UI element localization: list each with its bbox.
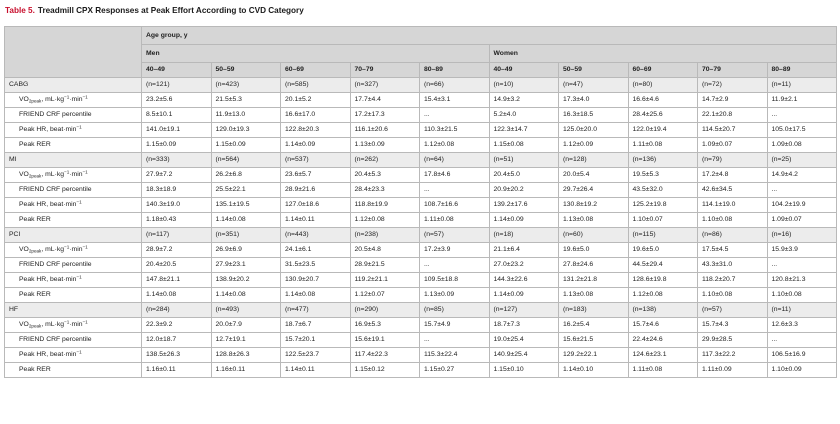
value-cell: 1.14±0.09 [281, 138, 351, 153]
value-cell: 140.9±25.4 [489, 348, 559, 363]
value-cell: 42.6±34.5 [698, 183, 768, 198]
value-cell: 130.8±19.2 [559, 198, 629, 213]
crf-label: FRIEND CRF percentile [5, 183, 142, 198]
sample-size-cell: (n=79) [698, 153, 768, 168]
sample-size-cell: (n=564) [211, 153, 281, 168]
group-name: HF [5, 303, 142, 318]
value-cell: 1.12±0.08 [628, 288, 698, 303]
crf-row [5, 333, 837, 348]
rer-row [5, 288, 837, 303]
hr-label-main: Peak HR, beat·min [19, 276, 77, 283]
value-cell: 28.9±21.5 [350, 258, 420, 273]
vo2-row [5, 318, 837, 333]
value-cell: 5.2±4.0 [489, 108, 559, 123]
value-cell: 1.16±0.11 [211, 363, 281, 378]
hr-label-exponent: −1 [76, 274, 82, 280]
vo2-label-subscript: 2peak [28, 248, 42, 254]
table-title: Treadmill CPX Responses at Peak Effort According to CVD Category [37, 6, 304, 15]
value-cell: 114.5±20.7 [698, 123, 768, 138]
hr-label-exponent: −1 [76, 349, 82, 355]
value-cell: 18.3±18.9 [142, 183, 212, 198]
vo2-label-exponent: −1 [82, 94, 88, 100]
sample-size-cell: (n=443) [281, 228, 351, 243]
sample-size-cell: (n=333) [142, 153, 212, 168]
rer-label: Peak RER [5, 288, 142, 303]
value-cell: 138.9±20.2 [211, 273, 281, 288]
value-cell: ... [420, 258, 490, 273]
group-row-pci [5, 228, 837, 243]
value-cell: 16.9±5.3 [350, 318, 420, 333]
value-cell: 19.6±5.0 [628, 243, 698, 258]
value-cell: 1.09±0.08 [767, 138, 837, 153]
vo2-label-exponent: −1 [82, 169, 88, 175]
vo2-label [5, 168, 142, 183]
value-cell: 1.15±0.27 [420, 363, 490, 378]
vo2-label-main: VO [19, 321, 29, 328]
value-cell: 1.15±0.08 [489, 138, 559, 153]
value-cell: 24.1±6.1 [281, 243, 351, 258]
age-header: 50–59 [211, 63, 281, 78]
group-row-cabg [5, 78, 837, 93]
sample-size-cell: (n=284) [142, 303, 212, 318]
value-cell: 128.8±26.3 [211, 348, 281, 363]
value-cell: 118.2±20.7 [698, 273, 768, 288]
value-cell: 1.14±0.08 [211, 288, 281, 303]
value-cell: 27.0±23.2 [489, 258, 559, 273]
sample-size-cell: (n=238) [350, 228, 420, 243]
value-cell: 1.14±0.09 [489, 213, 559, 228]
vo2-label-units-min: ·min [69, 321, 83, 328]
value-cell: 105.0±17.5 [767, 123, 837, 138]
value-cell: 28.9±7.2 [142, 243, 212, 258]
corner-cell [5, 27, 142, 78]
value-cell: 31.5±23.5 [281, 258, 351, 273]
value-cell: 29.9±28.5 [698, 333, 768, 348]
value-cell: 141.0±19.1 [142, 123, 212, 138]
value-cell: 23.6±5.7 [281, 168, 351, 183]
value-cell: 15.6±19.1 [350, 333, 420, 348]
value-cell: 1.14±0.09 [489, 288, 559, 303]
hr-label-main: Peak HR, beat·min [19, 351, 77, 358]
hr-label-exponent: −1 [76, 124, 82, 130]
table-caption [5, 6, 304, 15]
age-header: 50–59 [559, 63, 629, 78]
value-cell: 19.0±25.4 [489, 333, 559, 348]
value-cell: 17.8±4.6 [420, 168, 490, 183]
value-cell: 135.1±19.5 [211, 198, 281, 213]
sample-size-cell: (n=60) [559, 228, 629, 243]
value-cell: 1.11±0.08 [628, 363, 698, 378]
sample-size-cell: (n=11) [767, 78, 837, 93]
vo2-label-units-min: ·min [69, 96, 83, 103]
value-cell: 27.9±7.2 [142, 168, 212, 183]
rer-label: Peak RER [5, 213, 142, 228]
hr-label-main: Peak HR, beat·min [19, 126, 77, 133]
value-cell: 1.10±0.08 [698, 213, 768, 228]
sample-size-cell: (n=80) [628, 78, 698, 93]
value-cell: 1.18±0.43 [142, 213, 212, 228]
value-cell: 20.0±5.4 [559, 168, 629, 183]
sample-size-cell: (n=128) [559, 153, 629, 168]
crf-label: FRIEND CRF percentile [5, 333, 142, 348]
age-header: 40–49 [142, 63, 212, 78]
sample-size-cell: (n=18) [489, 228, 559, 243]
value-cell: 17.3±4.0 [559, 93, 629, 108]
value-cell: 11.9±2.1 [767, 93, 837, 108]
value-cell: 14.9±3.2 [489, 93, 559, 108]
age-header: 80–89 [767, 63, 837, 78]
value-cell: 22.1±20.8 [698, 108, 768, 123]
hr-row [5, 348, 837, 363]
value-cell: 110.3±21.5 [420, 123, 490, 138]
sample-size-cell: (n=493) [211, 303, 281, 318]
hr-label-main: Peak HR, beat·min [19, 201, 77, 208]
value-cell: ... [767, 333, 837, 348]
value-cell: 1.09±0.07 [698, 138, 768, 153]
value-cell: 12.7±19.1 [211, 333, 281, 348]
value-cell: 16.3±18.5 [559, 108, 629, 123]
value-cell: 1.14±0.11 [281, 363, 351, 378]
value-cell: 1.11±0.09 [698, 363, 768, 378]
value-cell: 1.10±0.08 [767, 288, 837, 303]
sample-size-cell: (n=423) [211, 78, 281, 93]
value-cell: 17.7±4.4 [350, 93, 420, 108]
vo2-label-main: VO [19, 96, 29, 103]
value-cell: 18.7±7.3 [489, 318, 559, 333]
vo2-label-exponent: −1 [64, 244, 70, 250]
value-cell: 15.7±4.6 [628, 318, 698, 333]
sample-size-cell: (n=72) [698, 78, 768, 93]
hr-label-exponent: −1 [76, 199, 82, 205]
value-cell: 17.2±4.8 [698, 168, 768, 183]
value-cell: 19.6±5.0 [559, 243, 629, 258]
value-cell: 1.10±0.08 [698, 288, 768, 303]
value-cell: 25.5±22.1 [211, 183, 281, 198]
value-cell: 108.7±16.6 [420, 198, 490, 213]
value-cell: 23.2±5.6 [142, 93, 212, 108]
sample-size-cell: (n=136) [628, 153, 698, 168]
value-cell: 27.8±24.6 [559, 258, 629, 273]
value-cell: 20.1±5.2 [281, 93, 351, 108]
value-cell: 15.7±4.3 [698, 318, 768, 333]
value-cell: 140.3±19.0 [142, 198, 212, 213]
hr-label [5, 273, 142, 288]
sample-size-cell: (n=57) [698, 303, 768, 318]
value-cell: 1.12±0.09 [559, 138, 629, 153]
value-cell: 109.5±18.8 [420, 273, 490, 288]
sample-size-cell: (n=11) [767, 303, 837, 318]
value-cell: 1.10±0.09 [767, 363, 837, 378]
sample-size-cell: (n=10) [489, 78, 559, 93]
sample-size-cell: (n=117) [142, 228, 212, 243]
value-cell: 8.5±10.1 [142, 108, 212, 123]
vo2-label-exponent: −1 [64, 319, 70, 325]
value-cell: 15.7±20.1 [281, 333, 351, 348]
group-name: CABG [5, 78, 142, 93]
value-cell: 43.5±32.0 [628, 183, 698, 198]
value-cell: 1.10±0.07 [628, 213, 698, 228]
vo2-label-main: VO [19, 171, 29, 178]
value-cell: 12.6±3.3 [767, 318, 837, 333]
value-cell: 125.0±20.0 [559, 123, 629, 138]
group-row-hf [5, 303, 837, 318]
crf-row [5, 108, 837, 123]
value-cell: 131.2±21.8 [559, 273, 629, 288]
value-cell: 20.4±5.3 [350, 168, 420, 183]
value-cell: 1.14±0.10 [559, 363, 629, 378]
value-cell: 144.3±22.6 [489, 273, 559, 288]
value-cell: 1.15±0.12 [350, 363, 420, 378]
value-cell: 125.2±19.8 [628, 198, 698, 213]
value-cell: 119.2±21.1 [350, 273, 420, 288]
rer-label: Peak RER [5, 138, 142, 153]
sample-size-cell: (n=351) [211, 228, 281, 243]
sample-size-cell: (n=16) [767, 228, 837, 243]
value-cell: 29.7±26.4 [559, 183, 629, 198]
value-cell: 129.0±19.3 [211, 123, 281, 138]
value-cell: 116.1±20.6 [350, 123, 420, 138]
men-header: Men [142, 45, 490, 63]
value-cell: 21.1±6.4 [489, 243, 559, 258]
sample-size-cell: (n=327) [350, 78, 420, 93]
value-cell: 14.9±4.2 [767, 168, 837, 183]
vo2-row [5, 93, 837, 108]
value-cell: 1.13±0.08 [559, 213, 629, 228]
vo2-label [5, 243, 142, 258]
sample-size-cell: (n=290) [350, 303, 420, 318]
value-cell: 14.7±2.9 [698, 93, 768, 108]
value-cell: 44.5±29.4 [628, 258, 698, 273]
crf-label: FRIEND CRF percentile [5, 258, 142, 273]
value-cell: 18.7±6.7 [281, 318, 351, 333]
value-cell: 1.11±0.08 [628, 138, 698, 153]
value-cell: 16.6±4.6 [628, 93, 698, 108]
value-cell: 28.9±21.6 [281, 183, 351, 198]
vo2-label-units: , mL·kg [41, 321, 65, 328]
vo2-label-exponent: −1 [64, 94, 70, 100]
hr-row [5, 273, 837, 288]
value-cell: 122.5±23.7 [281, 348, 351, 363]
rer-label: Peak RER [5, 363, 142, 378]
value-cell: 22.3±9.2 [142, 318, 212, 333]
value-cell: 127.0±18.6 [281, 198, 351, 213]
header-row-age-group [5, 27, 837, 45]
value-cell: 130.9±20.7 [281, 273, 351, 288]
group-name: PCI [5, 228, 142, 243]
value-cell: 118.8±19.9 [350, 198, 420, 213]
vo2-label-units: , mL·kg [41, 171, 65, 178]
value-cell: 104.2±19.9 [767, 198, 837, 213]
value-cell: 28.4±23.3 [350, 183, 420, 198]
vo2-label-subscript: 2peak [28, 98, 42, 104]
sample-size-cell: (n=57) [420, 228, 490, 243]
value-cell: 15.6±21.5 [559, 333, 629, 348]
value-cell: 1.14±0.08 [281, 288, 351, 303]
sample-size-cell: (n=537) [281, 153, 351, 168]
value-cell: 16.6±17.0 [281, 108, 351, 123]
crf-label: FRIEND CRF percentile [5, 108, 142, 123]
value-cell: 117.4±22.3 [350, 348, 420, 363]
sample-size-cell: (n=121) [142, 78, 212, 93]
value-cell: 27.9±23.1 [211, 258, 281, 273]
value-cell: 20.9±20.2 [489, 183, 559, 198]
value-cell: 1.15±0.09 [211, 138, 281, 153]
vo2-label-subscript: 2peak [28, 173, 42, 179]
value-cell: 1.14±0.11 [281, 213, 351, 228]
hr-label [5, 348, 142, 363]
table-number: Table 5. [5, 6, 35, 15]
crf-row [5, 183, 837, 198]
hr-row [5, 198, 837, 213]
value-cell: 28.4±25.6 [628, 108, 698, 123]
sample-size-cell: (n=262) [350, 153, 420, 168]
sample-size-cell: (n=47) [559, 78, 629, 93]
age-group-header: Age group, y [142, 27, 837, 45]
value-cell: 15.4±3.1 [420, 93, 490, 108]
value-cell: 12.0±18.7 [142, 333, 212, 348]
vo2-label-units-min: ·min [69, 171, 83, 178]
value-cell: ... [420, 333, 490, 348]
vo2-label-exponent: −1 [64, 169, 70, 175]
value-cell: 26.2±6.8 [211, 168, 281, 183]
age-header: 80–89 [420, 63, 490, 78]
vo2-label-units: , mL·kg [41, 96, 65, 103]
value-cell: 139.2±17.6 [489, 198, 559, 213]
sample-size-cell: (n=127) [489, 303, 559, 318]
age-header: 70–79 [698, 63, 768, 78]
value-cell: 20.5±4.8 [350, 243, 420, 258]
hr-row [5, 123, 837, 138]
age-header: 40–49 [489, 63, 559, 78]
value-cell: 1.15±0.09 [142, 138, 212, 153]
value-cell: 124.6±23.1 [628, 348, 698, 363]
value-cell: 1.13±0.09 [350, 138, 420, 153]
value-cell: 1.12±0.08 [350, 213, 420, 228]
age-header: 70–79 [350, 63, 420, 78]
value-cell: 11.9±13.0 [211, 108, 281, 123]
value-cell: 22.4±24.6 [628, 333, 698, 348]
value-cell: 15.9±3.9 [767, 243, 837, 258]
value-cell: 120.8±21.3 [767, 273, 837, 288]
hr-label [5, 123, 142, 138]
value-cell: 20.0±7.9 [211, 318, 281, 333]
value-cell: 17.2±17.3 [350, 108, 420, 123]
value-cell: 19.5±5.3 [628, 168, 698, 183]
value-cell: 122.3±14.7 [489, 123, 559, 138]
value-cell: 115.3±22.4 [420, 348, 490, 363]
sample-size-cell: (n=477) [281, 303, 351, 318]
value-cell: 1.14±0.08 [142, 288, 212, 303]
vo2-label-subscript: 2peak [28, 323, 42, 329]
value-cell: 16.2±5.4 [559, 318, 629, 333]
vo2-label-exponent: −1 [82, 319, 88, 325]
crf-row [5, 258, 837, 273]
hr-label [5, 198, 142, 213]
value-cell: ... [420, 183, 490, 198]
value-cell: 106.5±16.9 [767, 348, 837, 363]
value-cell: 15.7±4.9 [420, 318, 490, 333]
cpx-table [4, 26, 837, 378]
vo2-label-exponent: −1 [82, 244, 88, 250]
value-cell: 128.6±19.8 [628, 273, 698, 288]
vo2-label-units-min: ·min [69, 246, 83, 253]
value-cell: 1.13±0.08 [559, 288, 629, 303]
value-cell: 1.14±0.08 [211, 213, 281, 228]
sample-size-cell: (n=51) [489, 153, 559, 168]
rer-row [5, 138, 837, 153]
vo2-label-units: , mL·kg [41, 246, 65, 253]
value-cell: 26.9±6.9 [211, 243, 281, 258]
value-cell: ... [767, 108, 837, 123]
sample-size-cell: (n=183) [559, 303, 629, 318]
value-cell: 122.0±19.4 [628, 123, 698, 138]
value-cell: 147.8±21.1 [142, 273, 212, 288]
value-cell: 1.15±0.10 [489, 363, 559, 378]
value-cell: 1.12±0.08 [420, 138, 490, 153]
value-cell: 138.5±26.3 [142, 348, 212, 363]
vo2-row [5, 243, 837, 258]
value-cell: 1.16±0.11 [142, 363, 212, 378]
age-header: 60–69 [281, 63, 351, 78]
sample-size-cell: (n=85) [420, 303, 490, 318]
value-cell: ... [767, 258, 837, 273]
women-header: Women [489, 45, 837, 63]
value-cell: 114.1±19.0 [698, 198, 768, 213]
group-name: MI [5, 153, 142, 168]
sample-size-cell: (n=25) [767, 153, 837, 168]
sample-size-cell: (n=64) [420, 153, 490, 168]
rer-row [5, 213, 837, 228]
vo2-label [5, 318, 142, 333]
value-cell: 21.5±5.3 [211, 93, 281, 108]
vo2-label-main: VO [19, 246, 29, 253]
value-cell: 117.3±22.2 [698, 348, 768, 363]
value-cell: 43.3±31.0 [698, 258, 768, 273]
age-header: 60–69 [628, 63, 698, 78]
value-cell: 17.5±4.5 [698, 243, 768, 258]
value-cell: 122.8±20.3 [281, 123, 351, 138]
value-cell: 20.4±20.5 [142, 258, 212, 273]
vo2-row [5, 168, 837, 183]
value-cell: ... [767, 183, 837, 198]
vo2-label [5, 93, 142, 108]
sample-size-cell: (n=115) [628, 228, 698, 243]
rer-row [5, 363, 837, 378]
sample-size-cell: (n=86) [698, 228, 768, 243]
value-cell: 1.09±0.07 [767, 213, 837, 228]
value-cell: 1.11±0.08 [420, 213, 490, 228]
value-cell: 1.12±0.07 [350, 288, 420, 303]
sample-size-cell: (n=138) [628, 303, 698, 318]
value-cell: 129.2±22.1 [559, 348, 629, 363]
value-cell: 20.4±5.0 [489, 168, 559, 183]
value-cell: ... [420, 108, 490, 123]
sample-size-cell: (n=66) [420, 78, 490, 93]
value-cell: 17.2±3.9 [420, 243, 490, 258]
value-cell: 1.13±0.09 [420, 288, 490, 303]
sample-size-cell: (n=585) [281, 78, 351, 93]
group-row-mi [5, 153, 837, 168]
